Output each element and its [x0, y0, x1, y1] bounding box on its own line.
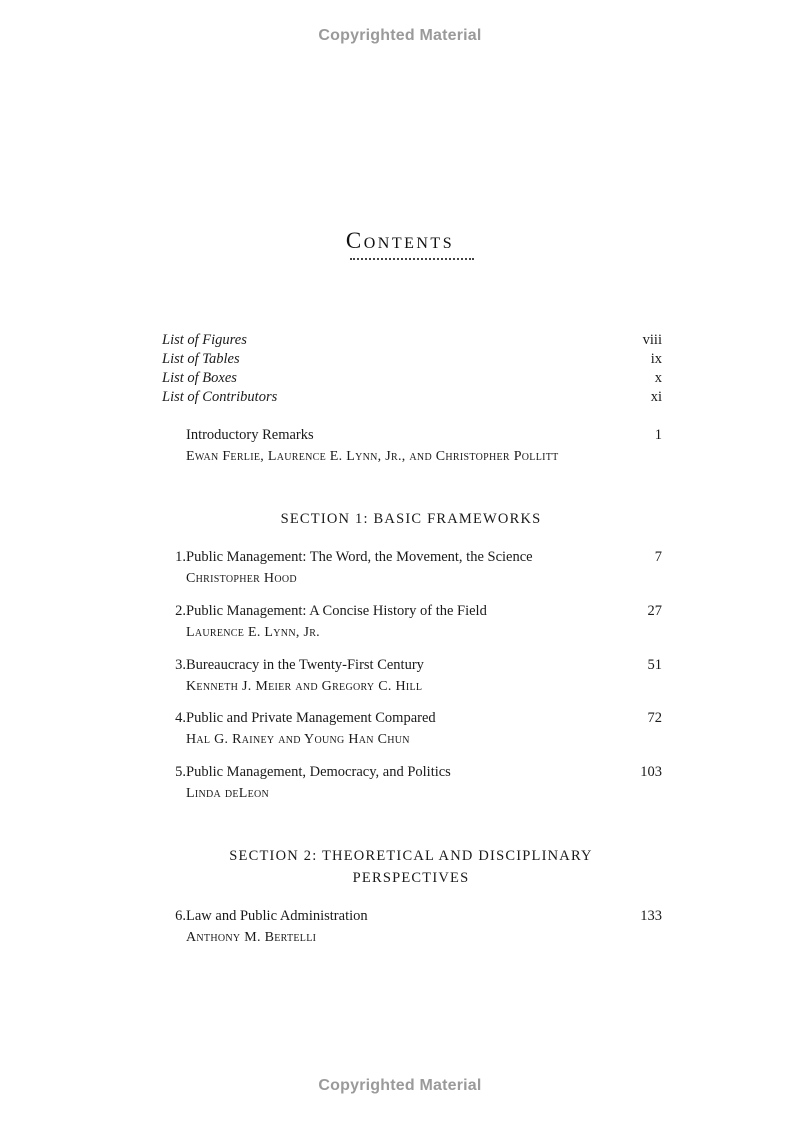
chapter-entry	[162, 905, 662, 949]
intro-authors: Ewan Ferlie, Laurence E. Lynn, Jr., and Christopher Pollitt	[186, 449, 559, 464]
front-matter-page: ix	[650, 351, 662, 367]
intro-entry	[162, 424, 662, 468]
front-matter-page: viii	[642, 332, 662, 348]
chapter-number: 2.	[175, 603, 186, 619]
section-heading-line: SECTION 2: THEORETICAL AND DISCIPLINARY	[229, 848, 593, 864]
chapter-title: Public Management: A Concise History of the Field	[186, 603, 487, 619]
chapter-entry	[162, 707, 662, 751]
intro-title: Introductory Remarks	[186, 427, 314, 443]
chapter-number: 1.	[175, 549, 186, 565]
chapter-entry	[162, 546, 662, 590]
chapter-authors: Christopher Hood	[186, 571, 297, 586]
chapter-authors: Kenneth J. Meier and Gregory C. Hill	[186, 679, 423, 694]
intro-page: 1	[654, 427, 662, 443]
front-matter-item	[162, 350, 662, 369]
chapter-authors: Laurence E. Lynn, Jr.	[186, 625, 320, 640]
chapter-number: 6.	[175, 908, 186, 924]
section-heading-line: PERSPECTIVES	[352, 870, 470, 886]
chapter-page: 27	[647, 603, 662, 619]
chapter-page: 133	[640, 908, 662, 924]
front-matter-page: x	[654, 370, 662, 386]
front-matter-item	[162, 369, 662, 388]
chapter-title: Law and Public Administration	[186, 908, 368, 924]
watermark-top: Copyrighted Material	[318, 27, 482, 44]
chapter-entry	[162, 761, 662, 805]
front-matter-label: List of Contributors	[162, 389, 278, 405]
chapter-number: 3.	[175, 657, 186, 673]
front-matter-label: List of Figures	[162, 332, 247, 348]
chapter-page: 51	[647, 657, 662, 673]
chapter-page: 103	[640, 764, 662, 780]
chapter-number: 4.	[175, 710, 186, 726]
section-heading-line: SECTION 1: BASIC FRAMEWORKS	[280, 511, 542, 527]
chapter-page: 7	[654, 549, 662, 565]
chapter-title: Bureaucracy in the Twenty-First Century	[186, 657, 424, 673]
front-matter-item	[162, 388, 662, 407]
watermark-bottom: Copyrighted Material	[318, 1077, 482, 1094]
chapter-number: 5.	[175, 764, 186, 780]
chapter-authors: Linda deLeon	[186, 786, 270, 801]
chapter-authors: Anthony M. Bertelli	[186, 930, 317, 945]
front-matter-page: xi	[650, 389, 662, 405]
chapter-title: Public Management, Democracy, and Politics	[186, 764, 451, 780]
front-matter-label: List of Tables	[162, 351, 240, 367]
title-underline	[350, 258, 474, 260]
front-matter-list	[162, 331, 662, 407]
page-title: Contents	[345, 228, 455, 253]
front-matter-item	[162, 331, 662, 350]
chapter-entry	[162, 600, 662, 644]
front-matter-label: List of Boxes	[162, 370, 237, 386]
section-heading-2	[0, 845, 800, 889]
section-heading-1	[0, 508, 800, 530]
chapter-authors: Hal G. Rainey and Young Han Chun	[186, 732, 410, 747]
chapter-title: Public Management: The Word, the Movement, the Science	[186, 549, 533, 565]
chapter-title: Public and Private Management Compared	[186, 710, 436, 726]
chapter-entry	[162, 654, 662, 698]
chapter-page: 72	[647, 710, 662, 726]
